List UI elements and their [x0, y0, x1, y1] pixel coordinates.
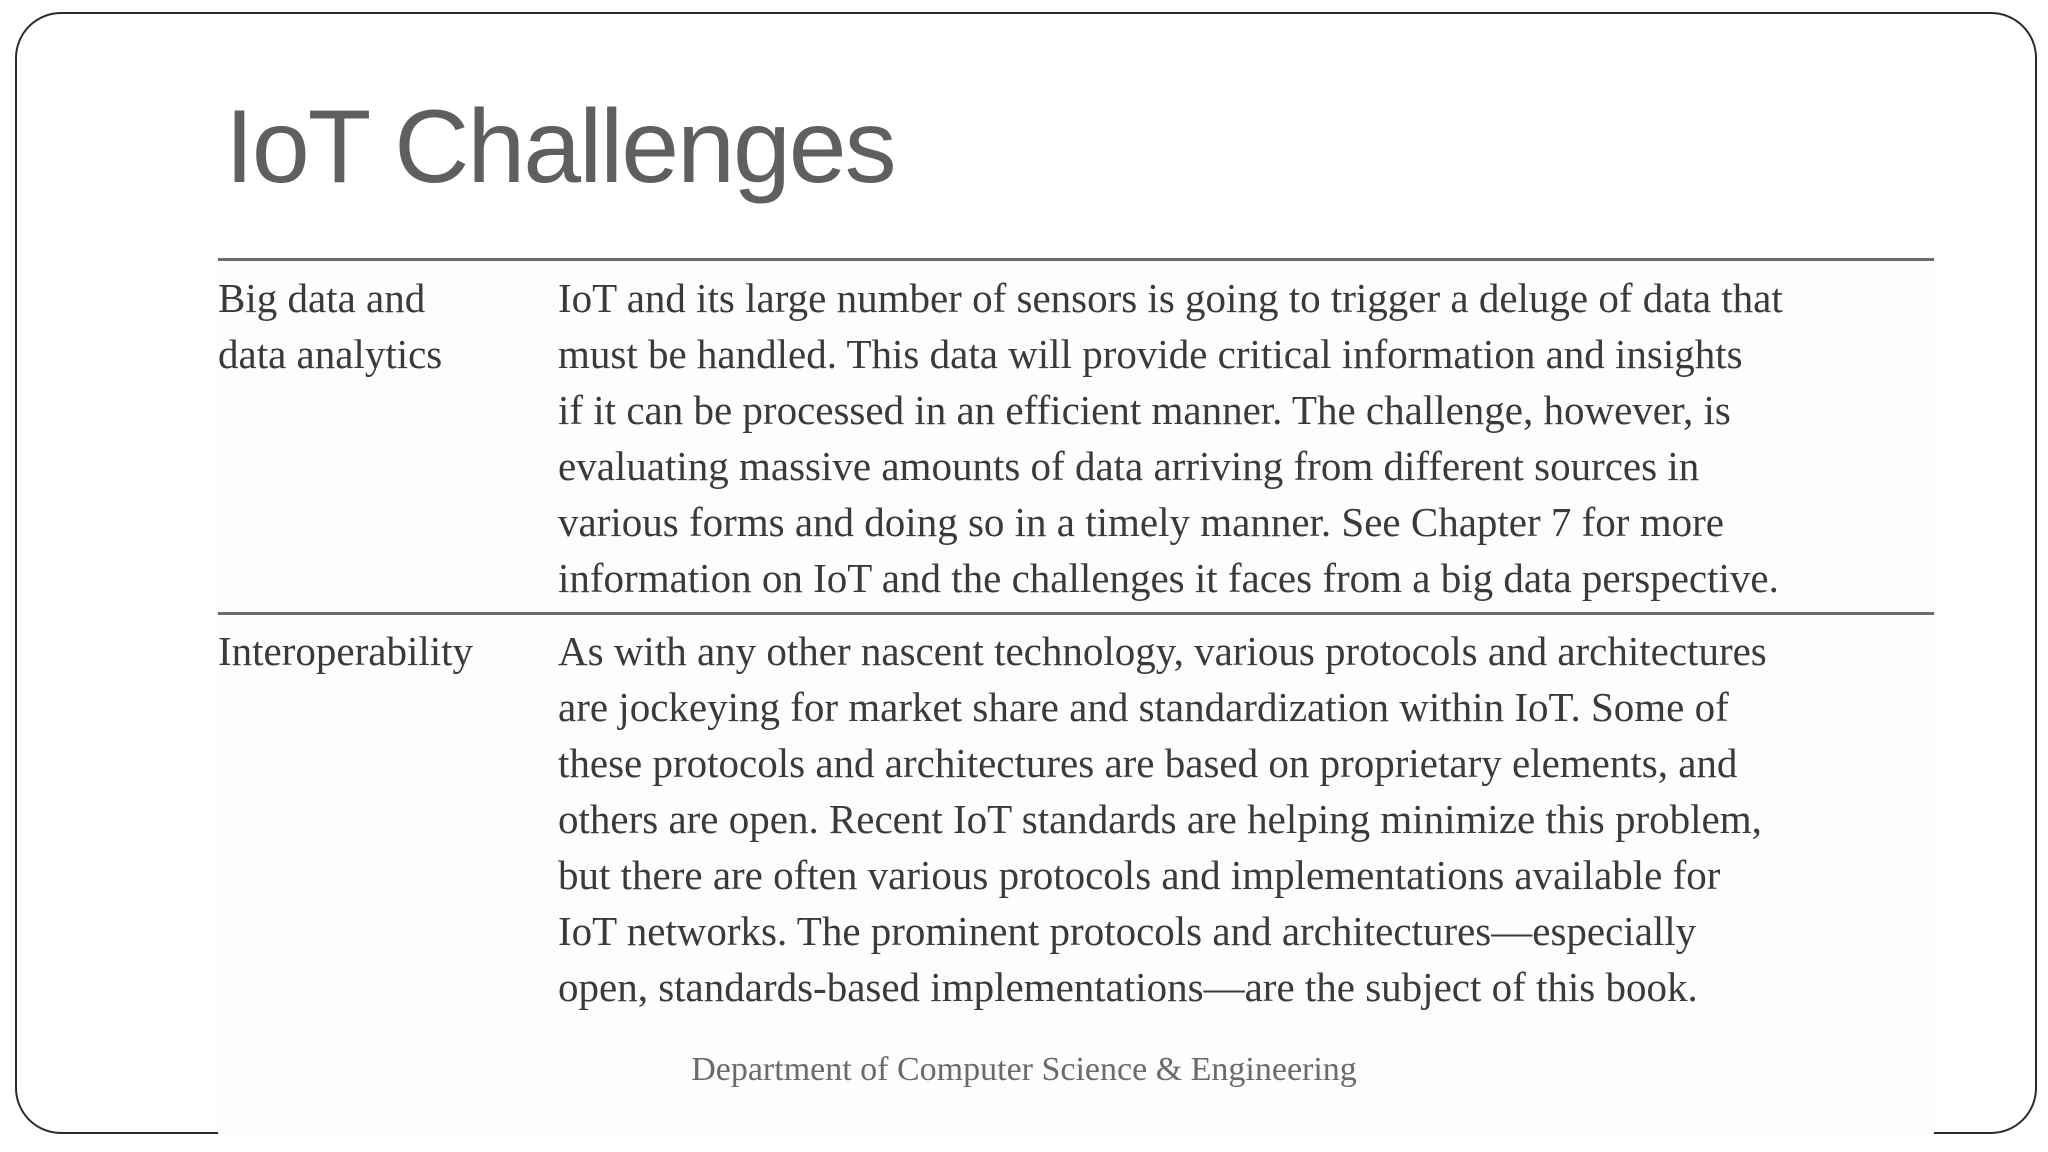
page-title: IoT Challenges — [225, 89, 895, 205]
table-top-rule — [218, 258, 1934, 261]
description-line: if it can be processed in an efficient manner. The challenge, however, is — [558, 387, 1731, 433]
footer-department: Department of Computer Science & Engineering — [691, 1051, 1357, 1088]
row-term-big-data: Big data and data analytics — [218, 275, 443, 377]
description-line: information on IoT and the challenges it faces from a big data perspective. — [558, 555, 1779, 601]
row-description-interoperability — [558, 623, 1934, 1015]
table-row-divider — [218, 612, 1934, 615]
description-line: must be handled. This data will provide critical information and insights — [558, 331, 1743, 377]
description-line: IoT and its large number of sensors is going to trigger a deluge of data that — [558, 275, 1783, 321]
description-line: others are open. Recent IoT standards are helping minimize this problem, — [558, 796, 1762, 842]
description-line: are jockeying for market share and standardization within IoT. Some of — [558, 684, 1729, 730]
description-line: evaluating massive amounts of data arriving from different sources in — [558, 443, 1700, 489]
description-line: but there are often various protocols and implementations available for — [558, 852, 1721, 898]
description-line: open, standards-based implementations—are the subject of this book. — [558, 964, 1698, 1010]
description-line: various forms and doing so in a timely manner. See Chapter 7 for more — [558, 499, 1724, 545]
challenges-table — [218, 255, 1934, 1135]
description-line: IoT networks. The prominent protocols and architectures—especially — [558, 908, 1697, 954]
description-line: As with any other nascent technology, various protocols and architectures — [558, 628, 1767, 674]
row-term-interoperability: Interoperability — [218, 628, 474, 674]
description-line: these protocols and architectures are based on proprietary elements, and — [558, 740, 1738, 786]
row-description-big-data — [558, 270, 1934, 606]
